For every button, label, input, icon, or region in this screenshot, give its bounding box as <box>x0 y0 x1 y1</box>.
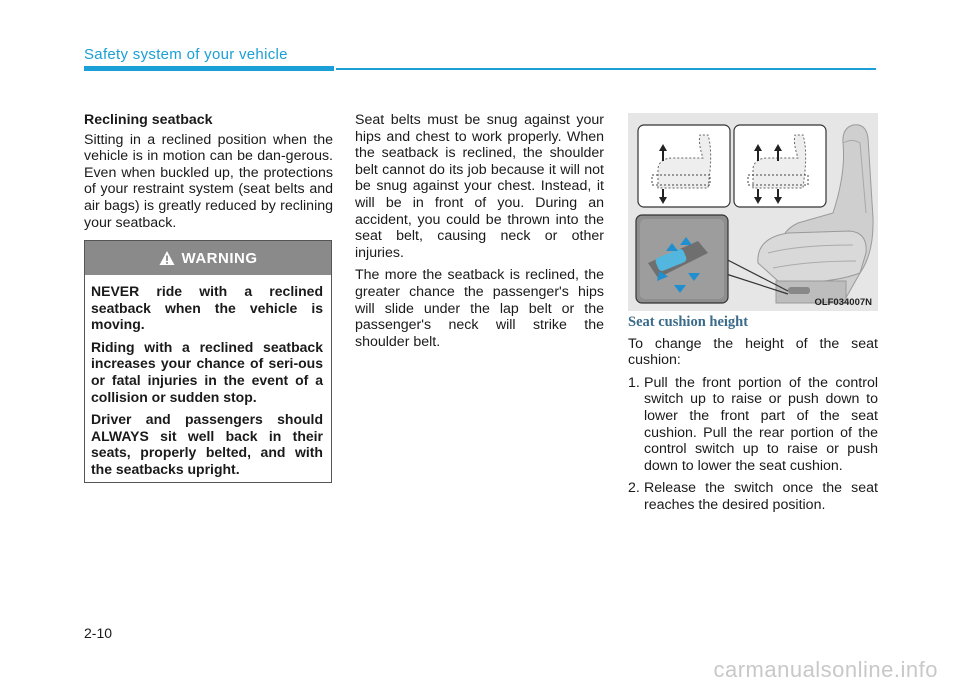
reclining-seatback-paragraph: Sitting in a reclined position when the vehicle is in motion can be dan-gerous. Even when buckled up, the protections of your restraint system (seat belts and air bags) is greatly reduced by reclining your seatback. <box>84 131 333 231</box>
column-3 <box>628 314 878 520</box>
seat-cushion-height-heading: Seat cushion height <box>628 314 749 330</box>
power-seat-diagram <box>628 113 878 311</box>
warning-body <box>91 283 323 484</box>
section-title: Safety system of your vehicle <box>84 46 288 63</box>
warning-triangle-icon <box>159 250 175 266</box>
warning-label: WARNING <box>181 249 258 267</box>
watermark: carmanualsonline.info <box>713 657 938 682</box>
seatbelt-paragraph: Seat belts must be snug against your hips and chest to work properly. When the seatback is reclined, the shoulder belt cannot do its job because it will not be snug against your chest. Instead, it will be in front of you. During an accident, you could be thrown into the seat belt, causing neck or other injuries. <box>355 112 604 261</box>
column-1 <box>84 112 333 237</box>
warning-header <box>85 241 331 275</box>
header-rule-thick <box>84 66 334 71</box>
seat-cushion-intro: To change the height of the seat cushion: <box>628 335 878 369</box>
warning-box <box>84 240 332 483</box>
list-text: Pull the front portion of the control switch up to raise or push down to lower the front part of the seat cushion. Pull the rear portion of the control switch up to raise or push down to lower the seat cushion. <box>644 374 878 474</box>
list-number: 1. <box>628 374 640 391</box>
list-number: 2. <box>628 480 640 497</box>
figure-code: OLF034007N <box>814 297 872 308</box>
page-number: 2-10 <box>84 625 113 641</box>
seat-illustration <box>628 113 878 311</box>
column-2 <box>355 112 604 356</box>
list-item <box>628 375 878 475</box>
warning-paragraph: Riding with a reclined seatback increases your chance of seri-ous or fatal injuries in the event of a collision or sudden stop. <box>91 338 323 405</box>
list-item <box>628 480 878 513</box>
list-text: Release the switch once the seat reaches the desired position. <box>644 480 878 513</box>
warning-paragraph: Driver and passengers should ALWAYS sit well back in their seats, properly belted, and with the seatbacks upright. <box>91 411 323 477</box>
warning-paragraph: NEVER ride with a reclined seatback when the vehicle is moving. <box>91 283 323 333</box>
reclining-seatback-heading: Reclining seatback <box>84 112 213 128</box>
seatbelt-paragraph: The more the seatback is reclined, the greater chance the passenger's hips will slide under the lap belt or the passenger's neck will strike the shoulder belt. <box>355 267 604 350</box>
header-rule-thin <box>336 68 876 70</box>
